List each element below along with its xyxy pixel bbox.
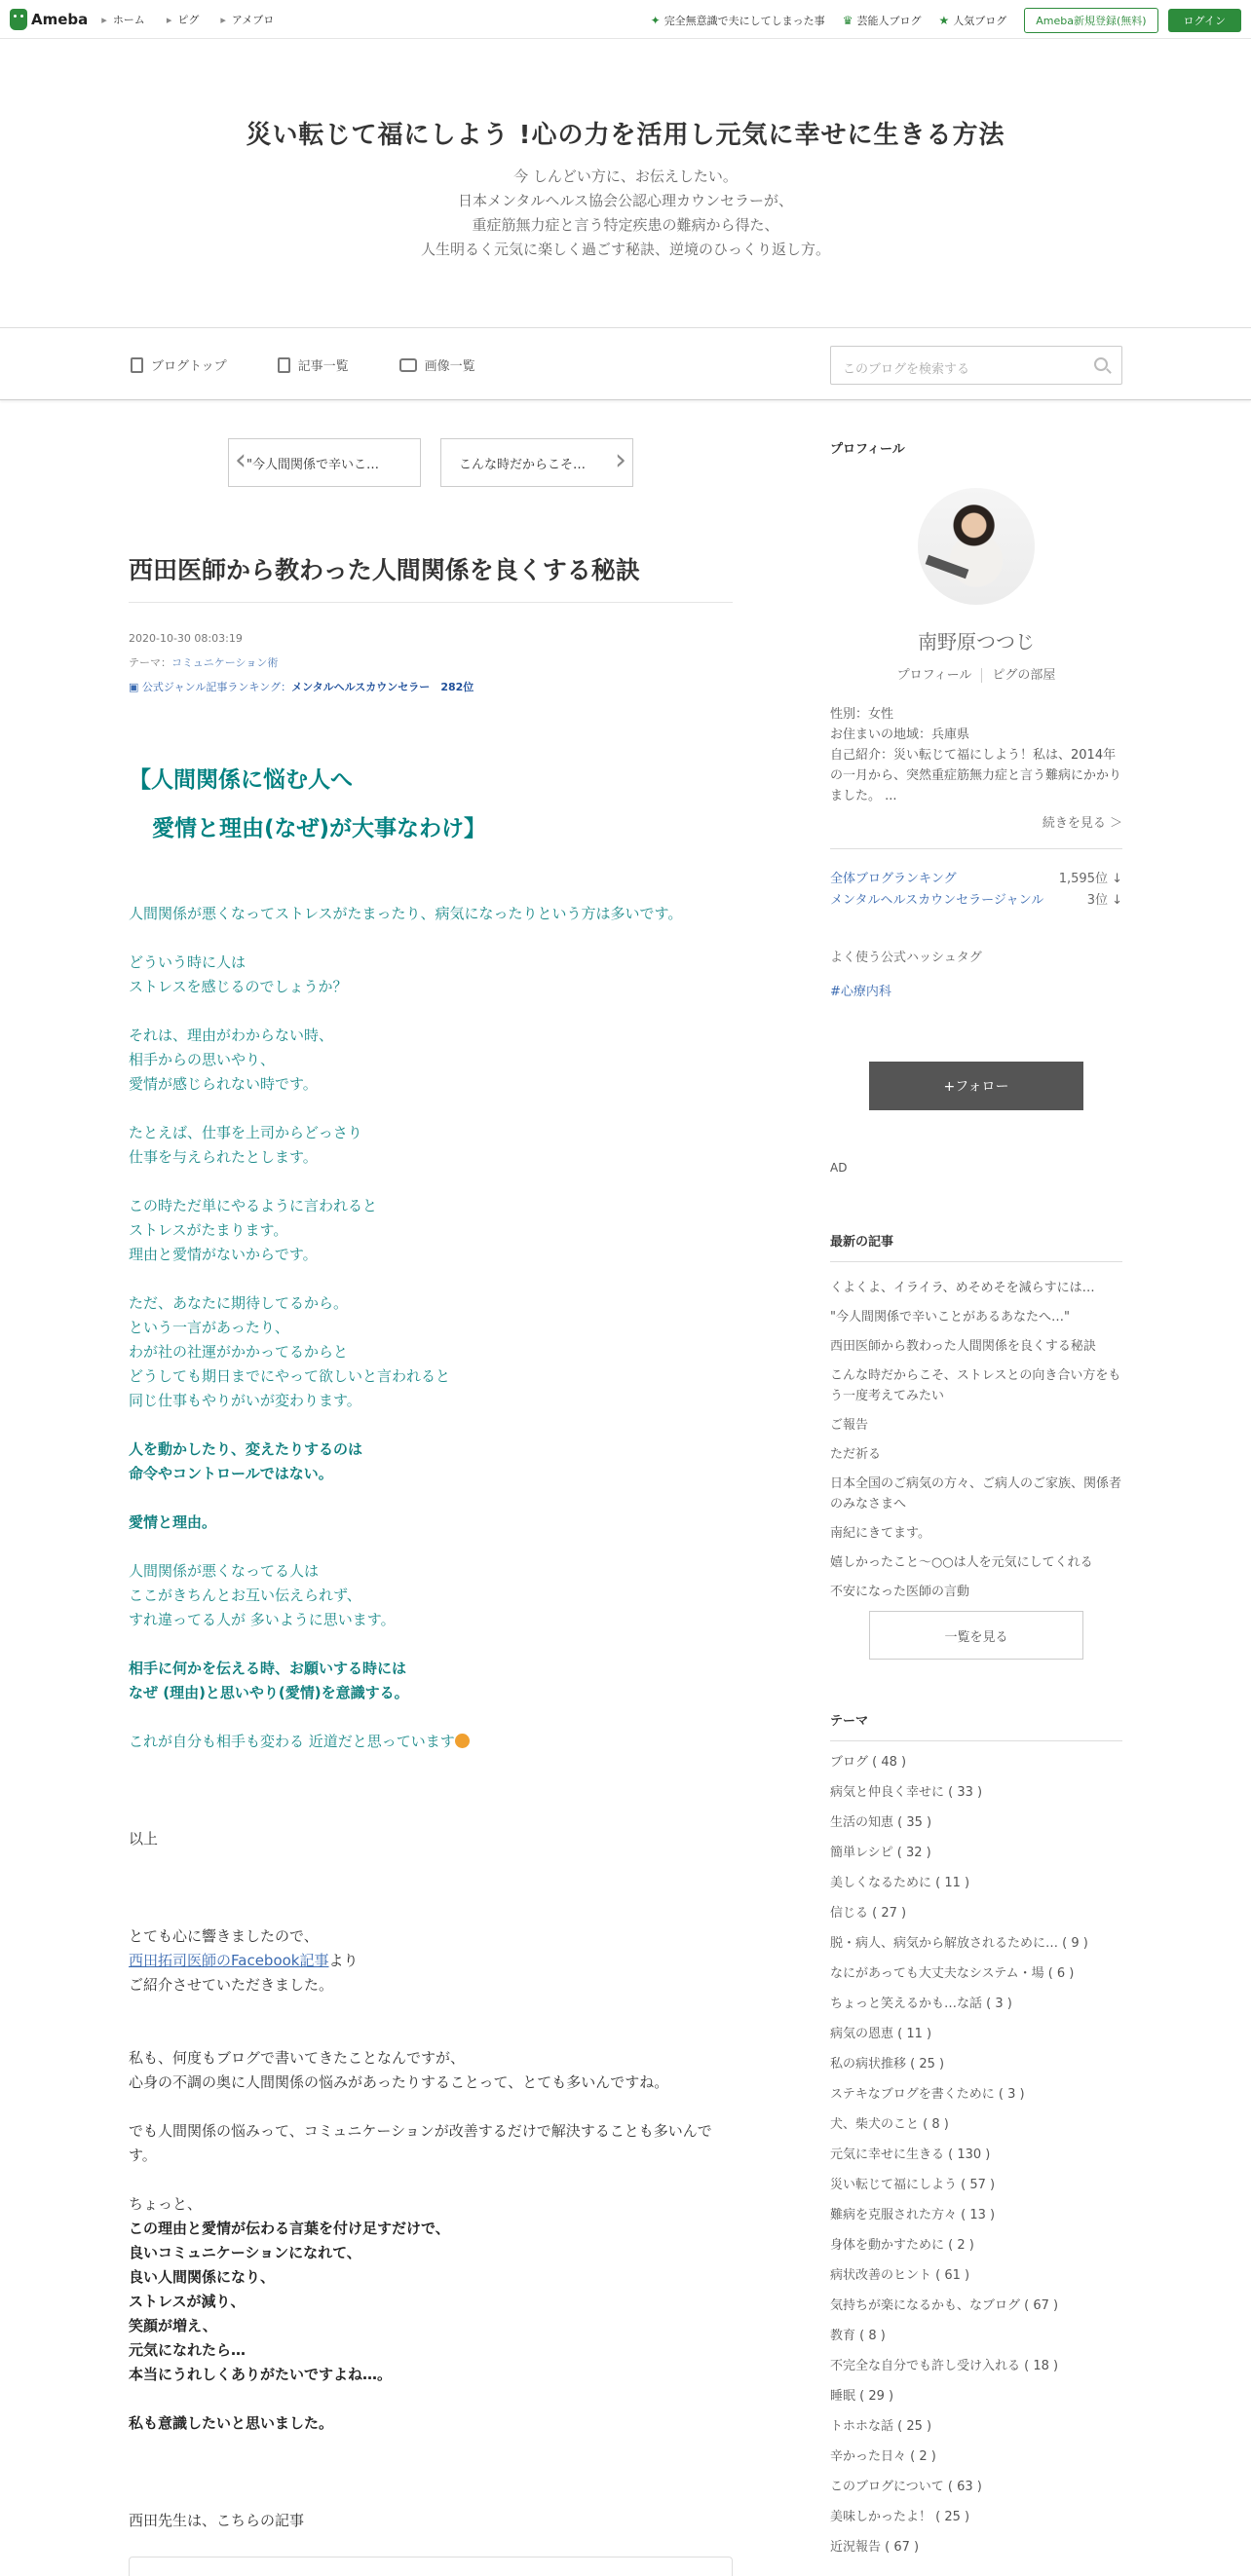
blog-description: 今 しんどい方に、お伝えしたい。 日本メンタルヘルス協会公認心理カウンセラーが、 重症筋無力症と言う特定疾患の難病から得た、 人生明るく元気に楽しく過ごす秘訣、逆境のひっくり返し方。: [420, 168, 830, 258]
theme-item[interactable]: 脱・病人、病気から解放されるために… ( 9 ): [830, 1936, 1088, 1951]
themes-section: [830, 1710, 1122, 2562]
sidebar: [830, 438, 1122, 2562]
theme-item[interactable]: 元気に幸せに生きる ( 130 ): [830, 2147, 991, 2162]
prev-entry-button[interactable]: ‹ "今人間関係で辛いこ…: [228, 438, 421, 487]
theme-item[interactable]: ちょっと笑えるかも…な話 ( 3 ): [830, 1997, 1012, 2011]
blog-search-input[interactable]: このブログを検索する: [830, 346, 1122, 385]
theme-item[interactable]: 病気と仲良く幸せに ( 33 ): [830, 1785, 983, 1800]
paragraph: 以上: [129, 1830, 159, 1848]
paragraph: ちょっと、: [129, 2195, 203, 2213]
theme-item[interactable]: 美しくなるために ( 11 ): [830, 1876, 970, 1890]
featured-entry-link[interactable]: ✦ 完全無意識で夫にしてしまった事: [650, 14, 825, 27]
article-headline: 【人間関係に悩む人へ 愛情と理由(なぜ)が大事なわけ】: [129, 767, 487, 841]
list-item[interactable]: こんな時だからこそ、ストレスとの向き合い方をもう一度考えてみたい: [830, 1368, 1121, 1403]
nav-blog-top[interactable]: ブログトップ: [131, 355, 227, 374]
paragraph: 私も、何度もブログで書いてきたことなんですが、 心身の不調の奥に人間関係の悩みがあったりすることって、とても多いんですね。: [129, 2049, 669, 2091]
list-item[interactable]: 南紀にきてます。: [830, 1526, 930, 1541]
paragraph: これが自分も相手も変わる 近道だと思っています: [129, 1730, 733, 1754]
nav-ameblo[interactable]: ▸ アメブロ: [220, 12, 274, 27]
nav-entry-list[interactable]: 記事一覧: [278, 355, 349, 374]
read-more-link[interactable]: 続きを見る ＞: [1042, 816, 1122, 831]
copy-icon: [278, 357, 290, 373]
top-right-links: [651, 8, 1241, 33]
list-item[interactable]: 嬉しかったこと〜○○は人を元気にしてくれる: [830, 1555, 1093, 1570]
profile-info: 性別：女性 お住まいの地域：兵庫県 自己紹介：災い転じて福にしよう！私は、2014年の一月から、突然重症筋無力症と言う難病にかかりました。 ...: [830, 707, 1122, 803]
search-icon[interactable]: [1094, 357, 1108, 371]
theme-item[interactable]: このブログについて ( 63 ): [830, 2480, 982, 2494]
entry-pager: [129, 438, 733, 487]
article-theme-link[interactable]: コミュニケーション術: [171, 656, 279, 669]
smile-emoji-icon: [455, 1734, 470, 1748]
ranking-row[interactable]: 全体ブログランキング 1,595位 ↓: [830, 872, 1122, 886]
see-all-button[interactable]: 一覧を見る: [869, 1611, 1083, 1660]
list-item[interactable]: 不安になった医師の言動: [830, 1585, 970, 1599]
theme-item[interactable]: 私の病状推移 ( 25 ): [830, 2057, 945, 2072]
blog-header: [0, 39, 1251, 328]
paragraph: 人間関係が悪くなってる人は ここがきちんとお互い伝えられず、 すれ違ってる人が 多いように思います。: [129, 1562, 396, 1628]
embedded-card[interactable]: [129, 2557, 733, 2576]
ameba-logo-icon: [10, 9, 27, 30]
document-icon: [131, 357, 143, 373]
camera-icon: [399, 358, 417, 372]
login-button[interactable]: ログイン: [1168, 9, 1241, 32]
hashtag-link[interactable]: #心療内科: [830, 985, 891, 999]
theme-item[interactable]: 信じる ( 27 ): [830, 1906, 907, 1921]
avatar[interactable]: [918, 488, 1035, 605]
theme-item[interactable]: ブログ ( 48 ): [830, 1755, 907, 1770]
theme-item[interactable]: 難病を克服された方々 ( 13 ): [830, 2208, 996, 2222]
nav-image-list[interactable]: 画像一覧: [399, 355, 475, 374]
profile-name[interactable]: 南野原つつじ: [918, 630, 1035, 653]
theme-item[interactable]: 生活の知恵 ( 35 ): [830, 1815, 932, 1830]
article-date: 2020-10-30 08:03:19: [129, 632, 243, 645]
star-icon: ✦: [650, 14, 661, 27]
follow-button[interactable]: +フォロー: [869, 1062, 1083, 1110]
article-body: [129, 756, 733, 2576]
paragraph: この理由と愛情が伝わる言葉を付け足すだけで、 良いコミュニケーションになれて、 良い人間関係になり、 ストレスが減り、 笑顔が増え、 元気になれたら… 本当にうれしくありがたいですよね…。: [129, 2220, 450, 2383]
theme-item[interactable]: なにがあっても大丈夫なシステム・場 ( 6 ): [830, 1966, 1075, 1981]
ranking-box: [830, 848, 1122, 912]
blog-title[interactable]: 災い転じて福にしよう !心の力を活用し元気に幸せに生きる方法: [246, 121, 1005, 150]
theme-item[interactable]: 近況報告 ( 67 ): [830, 2540, 920, 2555]
paragraph: この時ただ単にやるように言われると ストレスがたまります。 理由と愛情がないからです。: [129, 1197, 378, 1263]
paragraph: ただ、あなたに期待してるから。 という一言があったり、 わが社の社運がかかってるからと どうしても期日までにやって欲しいと言われると 同じ仕事もやりがいが変わります。: [129, 1294, 451, 1409]
theme-item[interactable]: 気持ちが楽になるかも、なブログ ( 67 ): [830, 2298, 1059, 2313]
ranking-row[interactable]: メンタルヘルスカウンセラージャンル 3位 ↓: [830, 893, 1122, 908]
paragraph: 西田先生は、こちらの記事: [129, 2512, 305, 2529]
paragraph: たとえば、仕事を上司からどっさり 仕事を与えられたとします。: [129, 1124, 362, 1166]
list-item[interactable]: ただ祈る: [830, 1447, 882, 1462]
article-meta: 2020-10-30 08:03:19 テーマ：コミュニケーション術 ▣ 公式ジャンル記事ランキング：メンタルヘルスカウンセラー 282位: [129, 626, 733, 699]
theme-item[interactable]: ステキなブログを書くために ( 3 ): [830, 2087, 1025, 2102]
ameba-logo[interactable]: [10, 9, 88, 30]
list-item[interactable]: くよくよ、イライラ、めそめそを減らすには…: [830, 1281, 1095, 1295]
paragraph: 相手に何かを伝える時、お願いする時には なぜ (理由)と思いやり(愛情)を意識する。: [129, 1660, 409, 1701]
theme-item[interactable]: トホホな話 ( 25 ): [830, 2419, 932, 2434]
top-bar: [0, 0, 1251, 39]
theme-item[interactable]: 病気の恩恵 ( 11 ): [830, 2027, 932, 2041]
blog-nav: [0, 328, 1251, 400]
pigg-room-link[interactable]: ピグの部屋: [981, 668, 1055, 683]
theme-item[interactable]: 教育 ( 8 ): [830, 2329, 886, 2343]
theme-item[interactable]: 災い転じて福にしよう ( 57 ): [830, 2178, 996, 2192]
profile-link[interactable]: プロフィール: [896, 668, 972, 683]
paragraph: とても心に響きましたので、 西田拓司医師のFacebook記事より ご紹介させていただきました。: [129, 1927, 359, 1994]
nav-pigg[interactable]: ▸ ピグ: [167, 12, 200, 27]
next-entry-button[interactable]: こんな時だからこそ… ›: [440, 438, 633, 487]
main-column: [129, 438, 733, 2576]
genre-ranking-link[interactable]: メンタルヘルスカウンセラー 282位: [291, 681, 474, 693]
list-item[interactable]: ご報告: [830, 1418, 869, 1433]
profile-links: [830, 664, 1122, 683]
theme-item[interactable]: 簡単レシピ ( 32 ): [830, 1846, 931, 1860]
profile-heading: プロフィール: [830, 442, 905, 457]
nav-home[interactable]: ▸ ホーム: [101, 12, 145, 27]
star-icon: ★: [938, 14, 950, 27]
theme-item[interactable]: 身体を動かすために ( 2 ): [830, 2238, 974, 2253]
paragraph: でも人間関係の悩みって、コミュニケーションが改善するだけで解決することも多いんです。: [129, 2122, 712, 2164]
theme-item[interactable]: 美味しかったよ！ ( 25 ): [830, 2510, 970, 2524]
theme-item[interactable]: 不完全な自分でも許し受け入れる ( 18 ): [830, 2359, 1059, 2373]
facebook-article-link[interactable]: 西田拓司医師のFacebook記事: [129, 1952, 329, 1969]
ranking-icon: ▣: [129, 681, 142, 693]
register-button[interactable]: Ameba新規登録(無料): [1024, 8, 1157, 33]
theme-item[interactable]: 犬、柴犬のこと ( 8 ): [830, 2117, 949, 2132]
ad-label: AD: [830, 1161, 848, 1175]
celebrity-blog-link[interactable]: ♛ 芸能人ブログ: [842, 14, 922, 27]
paragraph: 人間関係が悪くなってストレスがたまったり、病気になったりという方は多いです。: [129, 905, 683, 922]
popular-blog-link[interactable]: ★ 人気ブログ: [938, 14, 1007, 27]
ameba-logo-text: Ameba: [31, 10, 89, 28]
theme-item[interactable]: 辛かった日々 ( 2 ): [830, 2449, 936, 2464]
latest-heading: 最新の記事: [830, 1231, 1122, 1262]
theme-item[interactable]: 病状改善のヒント ( 61 ): [830, 2268, 970, 2283]
paragraph: それは、理由がわからない時、 相手からの思いやり、 愛情が感じられない時です。: [129, 1027, 334, 1093]
latest-entries: [830, 1231, 1122, 1660]
list-item[interactable]: 日本全国のご病気の方々、ご病人のご家族、関係者のみなさまへ: [830, 1476, 1122, 1512]
themes-heading: テーマ: [830, 1710, 1122, 1741]
article-title[interactable]: 西田医師から教わった人間関係を良くする秘訣: [129, 551, 733, 603]
paragraph: 私も意識したいと思いました。: [129, 2414, 334, 2432]
theme-item[interactable]: 睡眠 ( 29 ): [830, 2389, 894, 2404]
paragraph: どういう時に人は ストレスを感じるのでしょうか？: [129, 953, 348, 995]
list-item[interactable]: 西田医師から教わった人間関係を良くする秘訣: [830, 1339, 1096, 1354]
hashtag-heading: よく使う公式ハッシュタグ: [830, 951, 982, 965]
crown-icon: ♛: [842, 14, 853, 27]
list-item[interactable]: "今人間関係で辛いことがあるあなたへ…": [830, 1310, 1070, 1325]
top-nav: [101, 12, 274, 27]
paragraph: 人を動かしたり、変えたりするのは 命令やコントロールではない。: [129, 1440, 363, 1482]
paragraph: 愛情と理由。: [129, 1513, 217, 1531]
